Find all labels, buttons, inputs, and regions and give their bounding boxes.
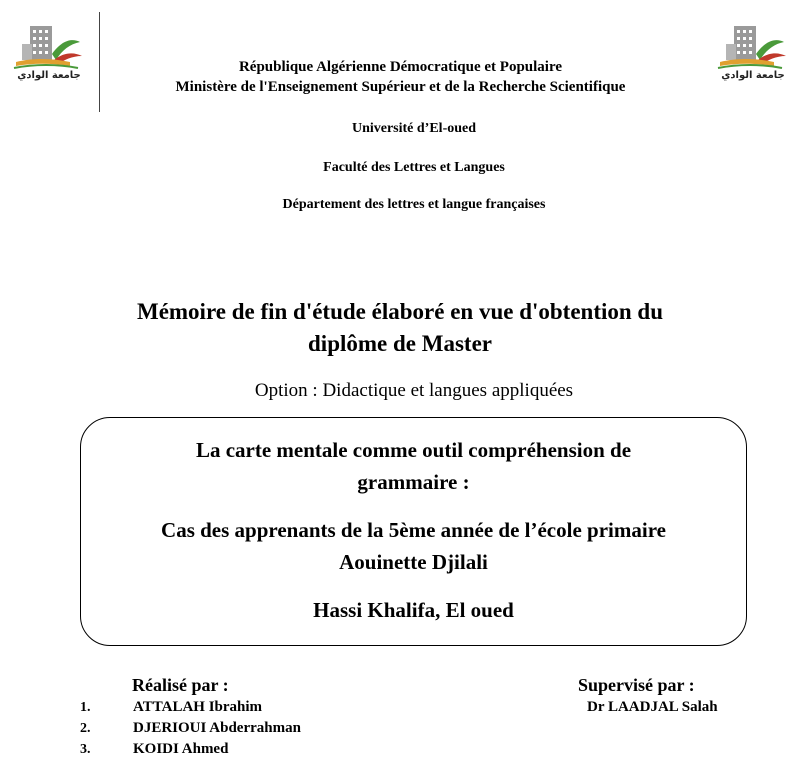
supervisor-name: Dr LAADJAL Salah	[587, 699, 718, 715]
thesis-title-line-2: grammaire :	[357, 470, 470, 494]
author-number: 3.	[80, 742, 91, 757]
place-text: Hassi Khalifa, El oued	[313, 598, 514, 622]
case-study	[80, 514, 747, 578]
faculty-name: Faculté des Lettres et Langues	[323, 160, 505, 175]
thesis-title-line-1: La carte mentale comme outil compréhension de	[195, 438, 632, 462]
case-study-line-2: Aouinette Djilali	[339, 550, 488, 574]
author-number: 1.	[80, 700, 91, 715]
thesis-title	[80, 434, 747, 498]
ministry-heading: Ministère de l'Enseignement Supérieur et de la Recherche Scientifique	[175, 79, 626, 95]
memoire-line-2: diplôme de Master	[308, 331, 492, 356]
option-text: Option : Didactique et langues appliquées	[254, 380, 574, 401]
case-study-line-1: Cas des apprenants de la 5ème année de l’école primaire	[161, 518, 666, 542]
university-name: Université d’El-oued	[351, 121, 477, 136]
department-name: Département des lettres et langue françaises	[282, 197, 546, 212]
memoire-line-1: Mémoire de fin d'étude élaboré en vue d'obtention du	[136, 299, 663, 324]
author-name: DJERIOUI Abderrahman	[133, 720, 301, 736]
memoire-heading	[50, 296, 750, 360]
republic-heading: République Algérienne Démocratique et Populaire	[238, 59, 563, 75]
logo-caption: جامعة الوادي	[721, 70, 785, 81]
author-name: ATTALAH Ibrahim	[133, 699, 263, 715]
author-name: KOIDI Ahmed	[133, 741, 229, 757]
supervisor-label: Supervisé par :	[578, 675, 695, 695]
logo-caption: جامعة الوادي	[17, 70, 81, 81]
author-number: 2.	[80, 721, 91, 736]
authors-label: Réalisé par :	[132, 675, 229, 695]
